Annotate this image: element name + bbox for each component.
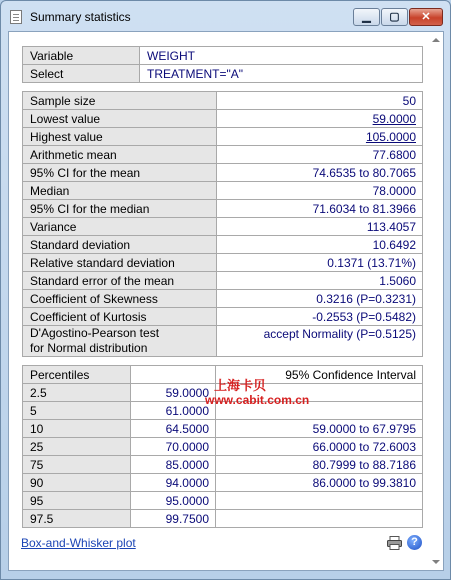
percentile-value: 85.0000 xyxy=(131,456,216,474)
stat-value: 0.1371 (13.71%) xyxy=(327,255,416,270)
percentiles-header: Percentiles xyxy=(23,366,131,384)
stat-label: Standard error of the mean xyxy=(23,272,217,290)
percentile-value: 95.0000 xyxy=(131,492,216,510)
percentile-ci xyxy=(216,492,423,510)
percentile-value: 59.0000 xyxy=(131,384,216,402)
stat-label: Coefficient of Kurtosis xyxy=(23,308,217,326)
stat-label: Standard deviation xyxy=(23,236,217,254)
percentile-value: 61.0000 xyxy=(131,402,216,420)
report-area xyxy=(8,31,444,571)
stat-label: Highest value xyxy=(23,128,217,146)
stat-value: 71.6034 to 81.3966 xyxy=(312,201,416,216)
variable-row xyxy=(23,47,423,65)
percentile-value: 99.7500 xyxy=(131,510,216,528)
stat-label: 95% CI for the median xyxy=(23,200,217,218)
variable-label: Variable xyxy=(23,47,140,65)
stat-value-link[interactable]: 59.0000 xyxy=(372,111,416,126)
normality-test-row xyxy=(23,326,423,357)
percentile-label: 10 xyxy=(23,420,131,438)
percentile-label: 5 xyxy=(23,402,131,420)
normality-test-label xyxy=(23,326,217,357)
stat-row xyxy=(23,110,423,128)
percentile-row xyxy=(23,420,423,438)
stat-value: 50 xyxy=(402,93,416,108)
stat-row xyxy=(23,218,423,236)
stat-value-cell xyxy=(217,146,423,164)
stat-row xyxy=(23,272,423,290)
variable-value: WEIGHT xyxy=(140,47,423,65)
stat-row xyxy=(23,236,423,254)
printer-icon[interactable] xyxy=(387,536,402,550)
percentile-label: 75 xyxy=(23,456,131,474)
percentile-ci: 86.0000 to 99.3810 xyxy=(216,474,423,492)
percentile-row xyxy=(23,456,423,474)
percentile-ci: 59.0000 to 67.9795 xyxy=(216,420,423,438)
select-label: Select xyxy=(23,65,140,83)
normality-label-line2: for Normal distribution xyxy=(30,341,148,355)
stat-value-cell[interactable] xyxy=(217,128,423,146)
stat-value: -0.2553 (P=0.5482) xyxy=(312,309,416,324)
maximize-icon: ▢ xyxy=(389,11,400,23)
vertical-scrollbar[interactable] xyxy=(429,32,443,570)
stat-label: Arithmetic mean xyxy=(23,146,217,164)
stat-row xyxy=(23,92,423,110)
percentile-value: 94.0000 xyxy=(131,474,216,492)
percentile-ci xyxy=(216,510,423,528)
stat-value-cell xyxy=(217,92,423,110)
stat-value: 0.3216 (P=0.3231) xyxy=(316,291,416,306)
stat-value-cell xyxy=(217,200,423,218)
stat-row xyxy=(23,182,423,200)
stat-row xyxy=(23,254,423,272)
stat-value-cell xyxy=(217,236,423,254)
stat-label: Coefficient of Skewness xyxy=(23,290,217,308)
close-button[interactable] xyxy=(409,8,443,26)
selection-table xyxy=(22,46,423,83)
stat-row xyxy=(23,308,423,326)
stat-value: 74.6535 to 80.7065 xyxy=(312,165,416,180)
percentiles-header-blank xyxy=(131,366,216,384)
box-and-whisker-plot-link[interactable]: Box-and-Whisker plot xyxy=(21,536,136,550)
stat-row xyxy=(23,128,423,146)
percentile-label: 97.5 xyxy=(23,510,131,528)
percentile-ci: 66.0000 to 72.6003 xyxy=(216,438,423,456)
stat-value-link[interactable]: 105.0000 xyxy=(365,129,416,144)
stat-value: 78.0000 xyxy=(372,183,416,198)
stat-value: 113.4057 xyxy=(366,219,416,234)
stat-label: Sample size xyxy=(23,92,217,110)
stat-value-cell xyxy=(217,254,423,272)
stat-row xyxy=(23,200,423,218)
normality-label-line1: D'Agostino-Pearson test xyxy=(30,326,160,340)
percentile-label: 2.5 xyxy=(23,384,131,402)
statistics-table xyxy=(22,91,423,357)
percentile-value: 64.5000 xyxy=(131,420,216,438)
stat-label: Lowest value xyxy=(23,110,217,128)
stat-value-cell[interactable] xyxy=(217,110,423,128)
stat-value-cell xyxy=(217,218,423,236)
watermark-url: www.cabit.com.cn xyxy=(205,393,310,407)
percentile-row xyxy=(23,492,423,510)
select-row xyxy=(23,65,423,83)
stat-label: Relative standard deviation xyxy=(23,254,217,272)
window-title: Summary statistics xyxy=(30,10,131,24)
stat-label: 95% CI for the mean xyxy=(23,164,217,182)
ci-header: 95% Confidence Interval xyxy=(216,366,423,384)
percentile-label: 90 xyxy=(23,474,131,492)
maximize-button[interactable] xyxy=(381,8,408,26)
help-icon[interactable]: ? xyxy=(407,535,422,550)
watermark-chinese: 上海卡贝 xyxy=(214,378,267,393)
stat-value: 1.5060 xyxy=(379,273,416,288)
stat-row xyxy=(23,290,423,308)
close-icon: ✕ xyxy=(421,11,431,23)
minimize-icon: ▁ xyxy=(362,11,371,23)
percentile-row xyxy=(23,474,423,492)
document-icon xyxy=(10,10,22,24)
stat-row xyxy=(23,164,423,182)
stat-value-cell xyxy=(217,272,423,290)
percentile-row xyxy=(23,510,423,528)
title-bar[interactable] xyxy=(1,1,450,31)
stat-value-cell xyxy=(217,164,423,182)
percentile-value: 70.0000 xyxy=(131,438,216,456)
stat-value: 77.6800 xyxy=(372,147,416,162)
stat-value-cell xyxy=(217,182,423,200)
percentile-ci: 80.7999 to 88.7186 xyxy=(216,456,423,474)
normality-test-value: accept Normality (P=0.5125) xyxy=(217,326,423,357)
minimize-button[interactable] xyxy=(353,8,380,26)
stat-value-cell xyxy=(217,308,423,326)
scroll-up-arrow-icon[interactable] xyxy=(432,38,440,42)
percentile-label: 25 xyxy=(23,438,131,456)
stat-label: Median xyxy=(23,182,217,200)
scroll-down-arrow-icon[interactable] xyxy=(432,560,440,564)
select-value: TREATMENT="A" xyxy=(140,65,423,83)
stat-value-cell xyxy=(217,290,423,308)
percentile-row xyxy=(23,438,423,456)
percentile-label: 95 xyxy=(23,492,131,510)
stat-label: Variance xyxy=(23,218,217,236)
stat-value: 10.6492 xyxy=(372,237,416,252)
stat-row xyxy=(23,146,423,164)
